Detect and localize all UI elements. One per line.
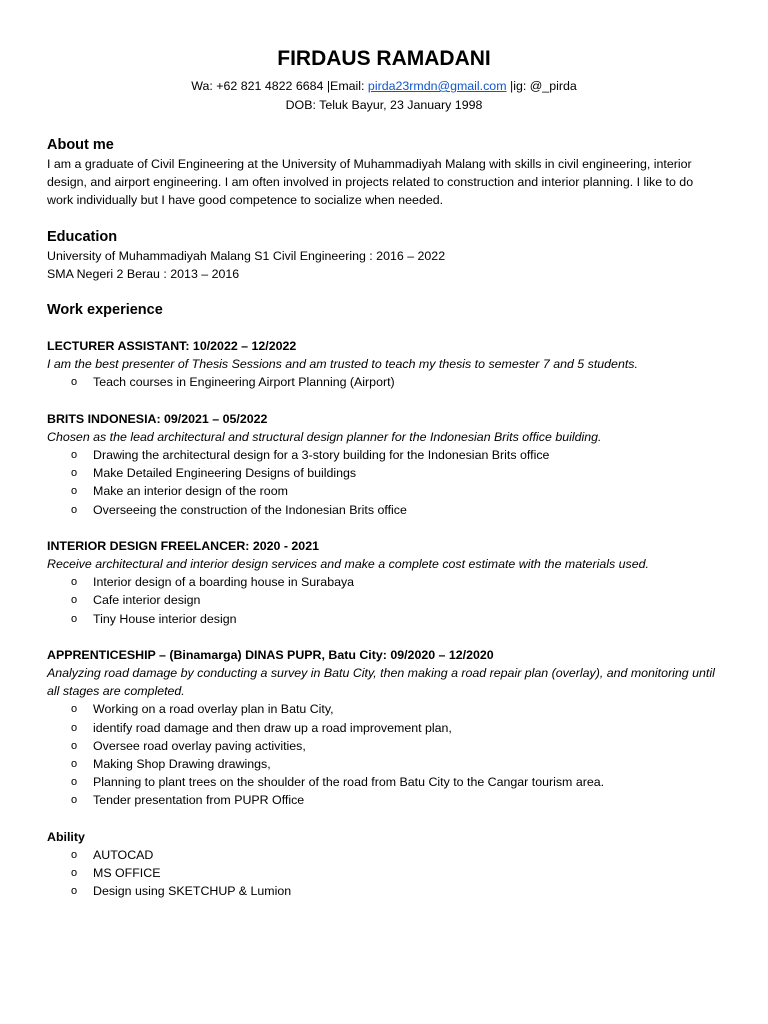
list-item-text: MS OFFICE [93,866,161,881]
about-text: I am a graduate of Civil Engineering at the University of Muhammadiyah Malang with skills in civil engineering, interior design, and airport engineering. I am often involved in projects related to construction and interior planning. I like to do work individually but I have good competence to socialize when needed. [47,157,694,208]
list-item [47,501,721,519]
ability-list [47,846,721,901]
list-item [47,791,721,809]
job-bullets [47,373,721,391]
list-item-text: Tender presentation from PUPR Office [93,793,305,808]
job-description: Receive architectural and interior design services and make a complete cost estimate with the materials used. [47,557,649,572]
job-entry [47,337,721,392]
contact-prefix: Wa: +62 821 4822 6684 |Email: [191,79,368,93]
list-item-text: Working on a road overlay plan in Batu City, [93,702,334,717]
job-bullets [47,700,721,809]
bullet-icon: o [71,576,78,589]
bullet-icon: o [71,503,78,516]
education-item: University of Muhammadiyah Malang S1 Civil Engineering : 2016 – 2022 [47,248,446,263]
job-description: I am the best presenter of Thesis Sessions and am trusted to teach my thesis to semester 7 and 5 students. [47,357,638,372]
list-item [47,773,721,791]
bullet-icon: o [71,594,78,607]
resume-name: FIRDAUS RAMADANI [277,47,491,70]
list-item [47,573,721,591]
list-item [47,737,721,755]
list-item-text: Overseeing the construction of the Indonesian Brits office [93,502,407,517]
bullet-icon: o [71,758,78,771]
bullet-icon: o [71,739,78,752]
list-item [47,700,721,718]
bullet-icon: o [71,885,78,898]
bullet-icon: o [71,794,78,807]
list-item [47,446,721,464]
education-item: SMA Negeri 2 Berau : 2013 – 2016 [47,266,240,281]
contact-line [47,77,721,96]
list-item [47,482,721,500]
list-item [47,591,721,609]
work-heading: Work experience [47,302,163,319]
bullet-icon: o [71,376,78,389]
job-title: LECTURER ASSISTANT: 10/2022 – 12/2022 [47,339,297,354]
job-bullets [47,573,721,628]
education-heading: Education [47,228,118,245]
bullet-icon: o [71,703,78,716]
job-entry [47,646,721,810]
job-description: Chosen as the lead architectural and structural design planner for the Indonesian Brits office building. [47,429,602,444]
job-entry [47,410,721,519]
job-description: Analyzing road damage by conducting a survey in Batu City, then making a road repair plan (overlay), and monitoring until all stages are completed. [47,666,715,699]
list-item-text: Oversee road overlay paving activities, [93,738,306,753]
job-title: BRITS INDONESIA: 09/2021 – 05/2022 [47,411,268,426]
list-item-text: Teach courses in Engineering Airport Planning (Airport) [93,375,395,390]
job-title: APPRENTICESHIP – (Binamarga) DINAS PUPR, Batu City: 09/2020 – 12/2020 [47,647,494,662]
list-item [47,755,721,773]
list-item [47,464,721,482]
list-item [47,719,721,737]
bullet-icon: o [71,867,78,880]
list-item-text: Drawing the architectural design for a 3-story building for the Indonesian Brits office [93,448,550,463]
about-heading: About me [47,137,114,153]
bullet-icon: o [71,848,78,861]
email-link[interactable]: pirda23rmdn@gmail.com [367,79,507,93]
job-title: INTERIOR DESIGN FREELANCER: 2020 - 2021 [47,538,319,553]
job-entry [47,537,721,628]
list-item [47,373,721,391]
list-item-text: Planning to plant trees on the shoulder of the road from Batu City to the Cangar tourism area. [93,775,605,790]
list-item-text: Interior design of a boarding house in Surabaya [93,575,355,590]
list-item-text: identify road damage and then draw up a road improvement plan, [93,720,452,735]
list-item-text: Cafe interior design [93,593,201,608]
list-item-text: Make Detailed Engineering Designs of buildings [93,466,357,481]
bullet-icon: o [71,721,78,734]
list-item-text: Make an interior design of the room [93,484,288,499]
list-item [47,846,721,864]
bullet-icon: o [71,612,78,625]
list-item-text: Design using SKETCHUP & Lumion [93,884,292,899]
list-item [47,864,721,882]
bullet-icon: o [71,449,78,462]
list-item [47,882,721,900]
bullet-icon: o [71,776,78,789]
bullet-icon: o [71,467,78,480]
ability-heading: Ability [47,829,85,844]
list-item-text: Making Shop Drawing drawings, [93,757,271,772]
list-item-text: Tiny House interior design [93,611,237,626]
list-item-text: AUTOCAD [93,847,154,862]
bullet-icon: o [71,485,78,498]
list-item [47,610,721,628]
contact-suffix: |ig: @_pirda [506,79,577,93]
dob-line: DOB: Teluk Bayur, 23 January 1998 [285,98,483,112]
job-bullets [47,446,721,519]
